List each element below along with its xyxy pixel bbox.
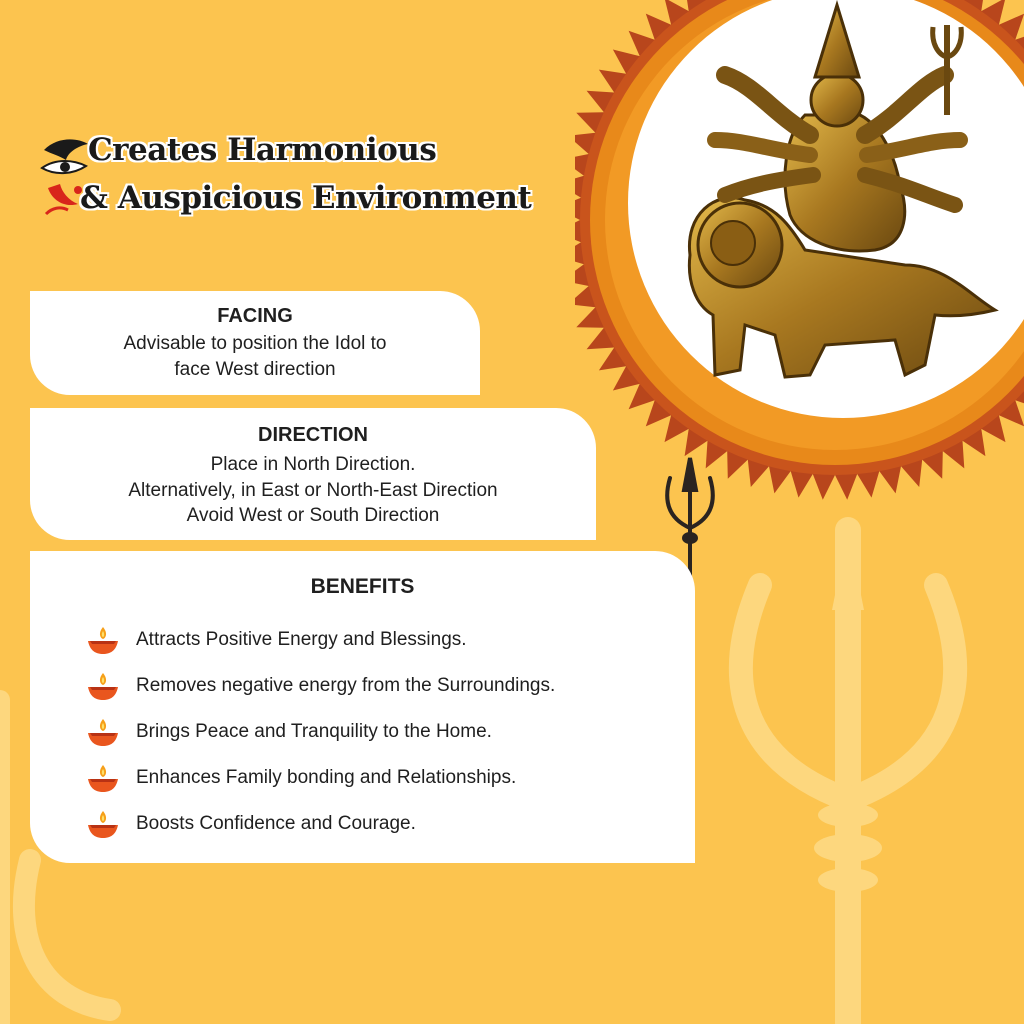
benefit-text: Enhances Family bonding and Relationships. bbox=[136, 767, 517, 789]
headline-line-2: & Auspicious Environment bbox=[80, 180, 532, 216]
diya-lamp-icon bbox=[86, 763, 120, 793]
headline-line-1: Creates Harmonious bbox=[88, 132, 437, 168]
benefit-text: Attracts Positive Energy and Blessings. bbox=[136, 629, 467, 651]
diya-lamp-icon bbox=[86, 717, 120, 747]
benefit-text: Boosts Confidence and Courage. bbox=[136, 813, 416, 835]
direction-title: DIRECTION bbox=[258, 424, 368, 446]
list-item bbox=[86, 755, 555, 801]
facing-card bbox=[30, 291, 480, 395]
idol-medallion bbox=[575, 0, 1024, 505]
headline bbox=[38, 122, 598, 232]
benefits-card bbox=[30, 551, 695, 863]
diya-lamp-icon bbox=[86, 625, 120, 655]
benefits-list bbox=[86, 617, 555, 847]
direction-card bbox=[30, 408, 596, 540]
list-item bbox=[86, 801, 555, 847]
list-item bbox=[86, 709, 555, 755]
benefit-text: Brings Peace and Tranquility to the Home. bbox=[136, 721, 492, 743]
direction-line: Avoid West or South Direction bbox=[186, 505, 440, 527]
diya-lamp-icon bbox=[86, 671, 120, 701]
benefit-text: Removes negative energy from the Surroundings. bbox=[136, 675, 556, 697]
list-item bbox=[86, 617, 555, 663]
facing-line: Advisable to position the Idol to bbox=[123, 333, 387, 354]
benefits-title: BENEFITS bbox=[310, 575, 415, 598]
facing-line: face West direction bbox=[174, 358, 336, 380]
direction-line: Alternatively, in East or North-East Direction bbox=[128, 479, 498, 501]
facing-title: FACING bbox=[217, 305, 293, 327]
direction-line: Place in North Direction. bbox=[210, 454, 416, 475]
diya-lamp-icon bbox=[86, 809, 120, 839]
list-item bbox=[86, 663, 555, 709]
